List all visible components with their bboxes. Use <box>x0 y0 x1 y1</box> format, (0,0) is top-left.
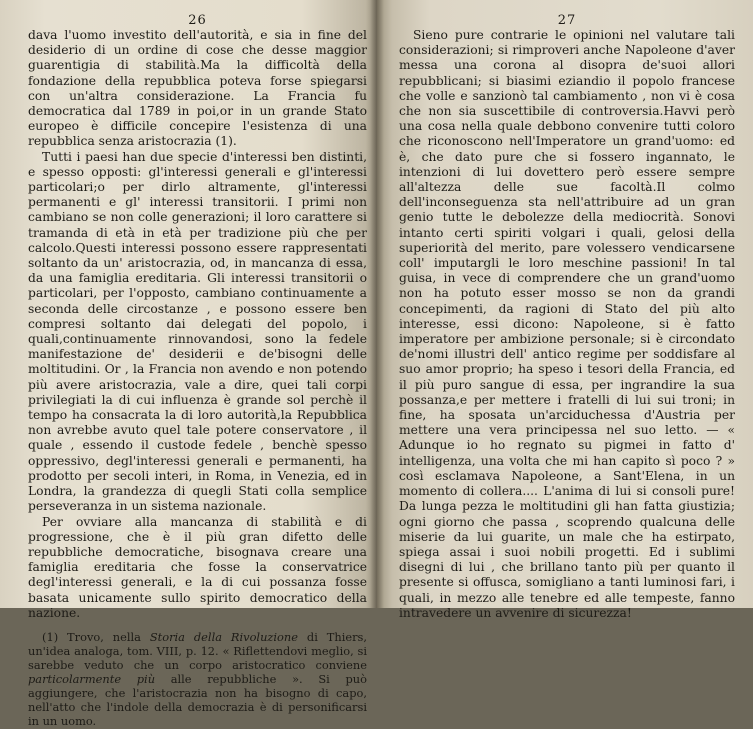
left-paragraph-1: dava l'uomo investito dell'autorità, e sia in fine del desiderio di un ordine di cose che desse maggior guarentigia di stabilità.Ma la difficoltà della fondazione della repubblica poteva forse spiegarsi con un'altra considerazione. La Francia fu democratica dal 1789 in poi,or in un grande Stato europeo è difficile concepire l'esistenza di una repubblica senza aristocrazia (1). <box>28 28 367 149</box>
right-paragraph-1: Sieno pure contrarie le opinioni nel valutare tali considerazioni; si rimproveri anche Napoleone d'aver messa una corona al disopra de'suoi allori repubblicani; si biasimi eziandio il popolo francese che volle e sanzionò tal cambiamento , non vi è cosa che non sia suscettibile di controversia.Havvi però una cosa nella quale debbono convenire tutti coloro che riconoscono nell'Imperatore un grand'uomo: ed è, che dato pure che si fossero ingannato, le intenzioni di lui dovettero però essere sempre all'altezza delle sue facoltà.Il colmo dell'inconseguenza sta nell'attribuire ad un gran genio tutte le debolezze della mediocrità. Sonovi intanto certi spiriti volgari i quali, gelosi della superiorità del merito, pare volessero vendicarsene coll' imputargli le loro meschine passioni! In tal guisa, in vece di comprendere che un grand'uomo non ha potuto esser mosso se non da grandi concepimenti, da ragioni di Stato del più alto interesse, essi dicono: Napoleone, si è fatto imperatore per ambizione personale; si è circondato de'nomi illustri dell' antico regime per soddisfare al suo amor proprio; ha speso i tesori della Francia, ed il più puro sangue di essa, per ingrandire la sua possanza,e per mettere i fratelli di lui sui troni; in fine, ha sposata un'arciduchessa d'Austria per mettere una vera principessa nel suo letto. — « Adunque io ho regnato su pigmei in fatto d' intelligenza, una volta che mi han capito sì poco ? » così esclamava Napoleone, a Sant'Elena, in un momento di collera.... L'anima di lui si consoli pure! Da lunga pezza le moltitudini gli han fatta giustizia; ogni giorno che passa , scoprendo qualcuna delle miserie da lui guarite, un male che ha estirpato, spiega assai i suoi nobili progetti. Ed i sublimi disegni di lui , che brillano tanto più per quanto il presente si offusca, somigliano a tanti luminosi fari, i quali, in mezzo alle tenebre ed alle tempeste, fanno intravedere un avvenire di sicurezza! <box>399 28 735 620</box>
left-page-body <box>28 28 367 621</box>
left-paragraph-2: Tutti i paesi han due specie d'interessi ben distinti, e spesso opposti: gl'interessi generali e gl'interessi particolari;o per dirlo altramente, gl'interessi permanenti e gl' interessi transitorii. I primi non cambiano se non colle generazioni; il loro carattere si tramanda di età in età per tradizione più che per calcolo.Questi interessi possono essere rappresentati soltanto da un' aristocrazia, od, in mancanza di essa, da una famiglia ereditaria. Gli interessi transitorii o particolari, per l'opposto, cambiano continuamente a seconda delle circostanze , e possono essere ben compresi soltanto dai delegati del popolo, i quali,continuamente rinnovandosi, sono la fedele manifestazione de' desiderii e de'bisogni delle moltitudini. Or , la Francia non avendo e non potendo più avere aristocrazia, vale a dire, quei tali corpi privilegiati la di cui influenza è grande sol perchè il tempo ha consacrata la di loro autorità,la Repubblica non avrebbe avuto quel tale potere conservatore , il quale , essendo il custode fedele , benchè spesso oppressivo, degl'interessi generali e permanenti, ha prodotto per secoli interi, in Roma, in Venezia, ed in Londra, la grandezza di quegli Stati colla semplice perseveranza in un sistema nazionale. <box>28 149 367 514</box>
left-page-number: 26 <box>188 13 207 28</box>
right-page-body <box>399 28 735 621</box>
left-paragraph-3: Per ovviare alla mancanza di stabilità e di progressione, che è il più gran difetto delle repubbliche democratiche, bisognava creare una famiglia ereditaria che fosse la conservatrice degl'interessi generali, e la di cui possanza fosse basata unicamente sullo spirito democratico della nazione. <box>28 514 367 620</box>
footnote-emphasis: particolarmente più <box>28 672 156 687</box>
left-footnote <box>28 630 367 729</box>
right-page-number: 27 <box>557 13 577 28</box>
footnote-text-e: alle repubbliche ». Si può aggiungere, che l'aristocrazia non ha bisogno di capo, nell'atto che l'indole della democrazia è di personificarsi in un uomo. <box>28 672 367 729</box>
footnote-text-a: (1) Trovo, nella <box>42 629 150 644</box>
footnote-text-c: di Thiers, un'idea analoga, tom. VIII, p. 12. « Riflettendovi meglio, si sarebbe veduto che un corpo aristocratico conviene <box>28 629 367 673</box>
footnote-book-title: Storia della Rivoluzione <box>149 629 298 644</box>
right-page <box>377 0 753 620</box>
